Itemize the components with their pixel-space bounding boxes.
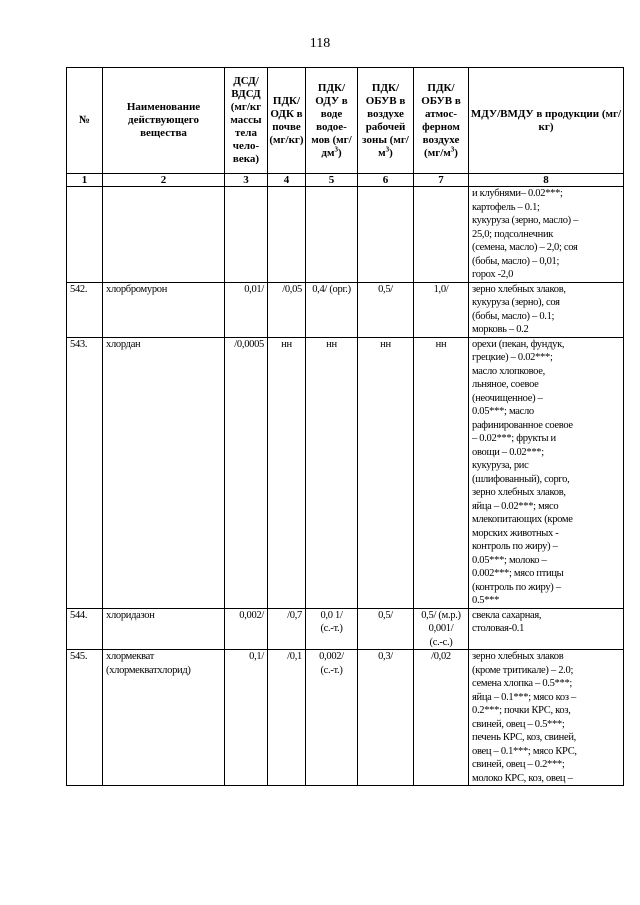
substance-name: хлоридазон xyxy=(103,608,225,650)
header-pdk-water: ПДК/ ОДУ в воде водое-мов $(мг/дм^3)$ xyxy=(306,68,358,174)
substance-name: хлорбромурон xyxy=(103,282,225,337)
header-number: № xyxy=(67,68,103,174)
pdk-work-air-value: 0,3/ xyxy=(358,650,414,786)
substance-name: хлордан xyxy=(103,337,225,608)
pdk-water-value: 0,4/ (орг.) xyxy=(306,282,358,337)
row-number: 544. xyxy=(67,608,103,650)
table-row xyxy=(67,187,624,283)
col-number-8: 8 xyxy=(469,174,624,187)
col-number-5: 5 xyxy=(306,174,358,187)
substance-name xyxy=(103,187,225,283)
dsd-value: 0,01/ xyxy=(225,282,268,337)
pdk-work-air-value xyxy=(358,187,414,283)
pdk-atm-air-value: /0,02 xyxy=(414,650,469,786)
mdu-value: свекла сахарная, столовая-0.1 xyxy=(469,608,624,650)
dsd-value: 0,1/ xyxy=(225,650,268,786)
col-number-1: 1 xyxy=(67,174,103,187)
table-row xyxy=(67,608,624,650)
pdk-work-air-value: 0,5/ xyxy=(358,608,414,650)
pdk-soil-value: /0,1 xyxy=(268,650,306,786)
table-row xyxy=(67,282,624,337)
pdk-atm-air-value xyxy=(414,187,469,283)
pdk-water-value: 0,0 1/ (с.-т.) xyxy=(306,608,358,650)
pdk-atm-air-value: 0,5/ (м.р.) 0,001/ (с.-с.) xyxy=(414,608,469,650)
table-row xyxy=(67,337,624,608)
col-number-4: 4 xyxy=(268,174,306,187)
page-number: 118 xyxy=(309,36,331,51)
pdk-water-value xyxy=(306,187,358,283)
pdk-soil-value: /0,7 xyxy=(268,608,306,650)
pdk-soil-value: /0,05 xyxy=(268,282,306,337)
pdk-atm-air-value: 1,0/ xyxy=(414,282,469,337)
mdu-value: орехи (пекан, фундук, грецкие) – 0.02***; масло хлопковое, льняное, соевое (неочищенное) – 0.05***; масло рафинированное соевое – 0.02***; фрукты и овощи – 0.02***; кукуруза, рис (шлифованный), сорго, зерно хлебных злаков, яйца – 0.02***; мясо млекопитающих (кроме морских животных - контроль по жиру) – 0.05***; молоко – 0.002***; мясо птицы (контроль по жиру) – 0.5*** xyxy=(469,337,624,608)
row-number: 545. xyxy=(67,650,103,786)
mdu-value: зерно хлебных злаков, кукуруза (зерно), соя (бобы, масло) – 0.1; морковь – 0.2 xyxy=(469,282,624,337)
pdk-atm-air-value: нн xyxy=(414,337,469,608)
header-pdk-atm-air: ПДК/ ОБУВ в атмос-ферном воздухе $(мг/м^3)$ xyxy=(414,68,469,174)
pdk-work-air-value: 0,5/ xyxy=(358,282,414,337)
dsd-value: /0,0005 xyxy=(225,337,268,608)
header-mdu: МДУ/ВМДУ в продукции (мг/кг) xyxy=(469,68,624,174)
col-number-7: 7 xyxy=(414,174,469,187)
row-number xyxy=(67,187,103,283)
col-number-6: 6 xyxy=(358,174,414,187)
mdu-value: зерно хлебных злаков (кроме тритикале) – 2.0; семена хлопка – 0.5***; яйца – 0.1***; мясо коз – 0.2***; почки КРС, коз, свиней, овец – 0.5***; печень КРС, коз, свиней, овец – 0.1***; мясо КРС, свиней, овец – 0.2***; молоко КРС, коз, овец – xyxy=(469,650,624,786)
pdk-work-air-value: нн xyxy=(358,337,414,608)
dsd-value: 0,002/ xyxy=(225,608,268,650)
header-pdk-soil: ПДК/ ОДК в почве (мг/кг) xyxy=(268,68,306,174)
mdu-value: и клубнями– 0.02***; картофель – 0.1; кукуруза (зерно, масло) – 25,0; подсолнечник (семена, масло) – 2,0; соя (бобы, масло) – 0,01; горох -2,0 xyxy=(469,187,624,283)
dsd-value xyxy=(225,187,268,283)
col-number-2: 2 xyxy=(103,174,225,187)
header-dsd: ДСД/ ВДСД (мг/кг массы тела чело-века) xyxy=(225,68,268,174)
table-row xyxy=(67,650,624,786)
pdk-soil-value xyxy=(268,187,306,283)
substances-table xyxy=(66,67,624,786)
row-number: 542. xyxy=(67,282,103,337)
header-substance-name: Наименование действующего вещества xyxy=(103,68,225,174)
row-number: 543. xyxy=(67,337,103,608)
pdk-water-value: нн xyxy=(306,337,358,608)
substance-name: хлормекват (хлормекватхлорид) xyxy=(103,650,225,786)
pdk-soil-value: нн xyxy=(268,337,306,608)
pdk-water-value: 0,002/ (с.-т.) xyxy=(306,650,358,786)
header-pdk-work-air: ПДК/ ОБУВ в воздухе рабочей зоны $(мг/м^3)$ xyxy=(358,68,414,174)
col-number-3: 3 xyxy=(225,174,268,187)
